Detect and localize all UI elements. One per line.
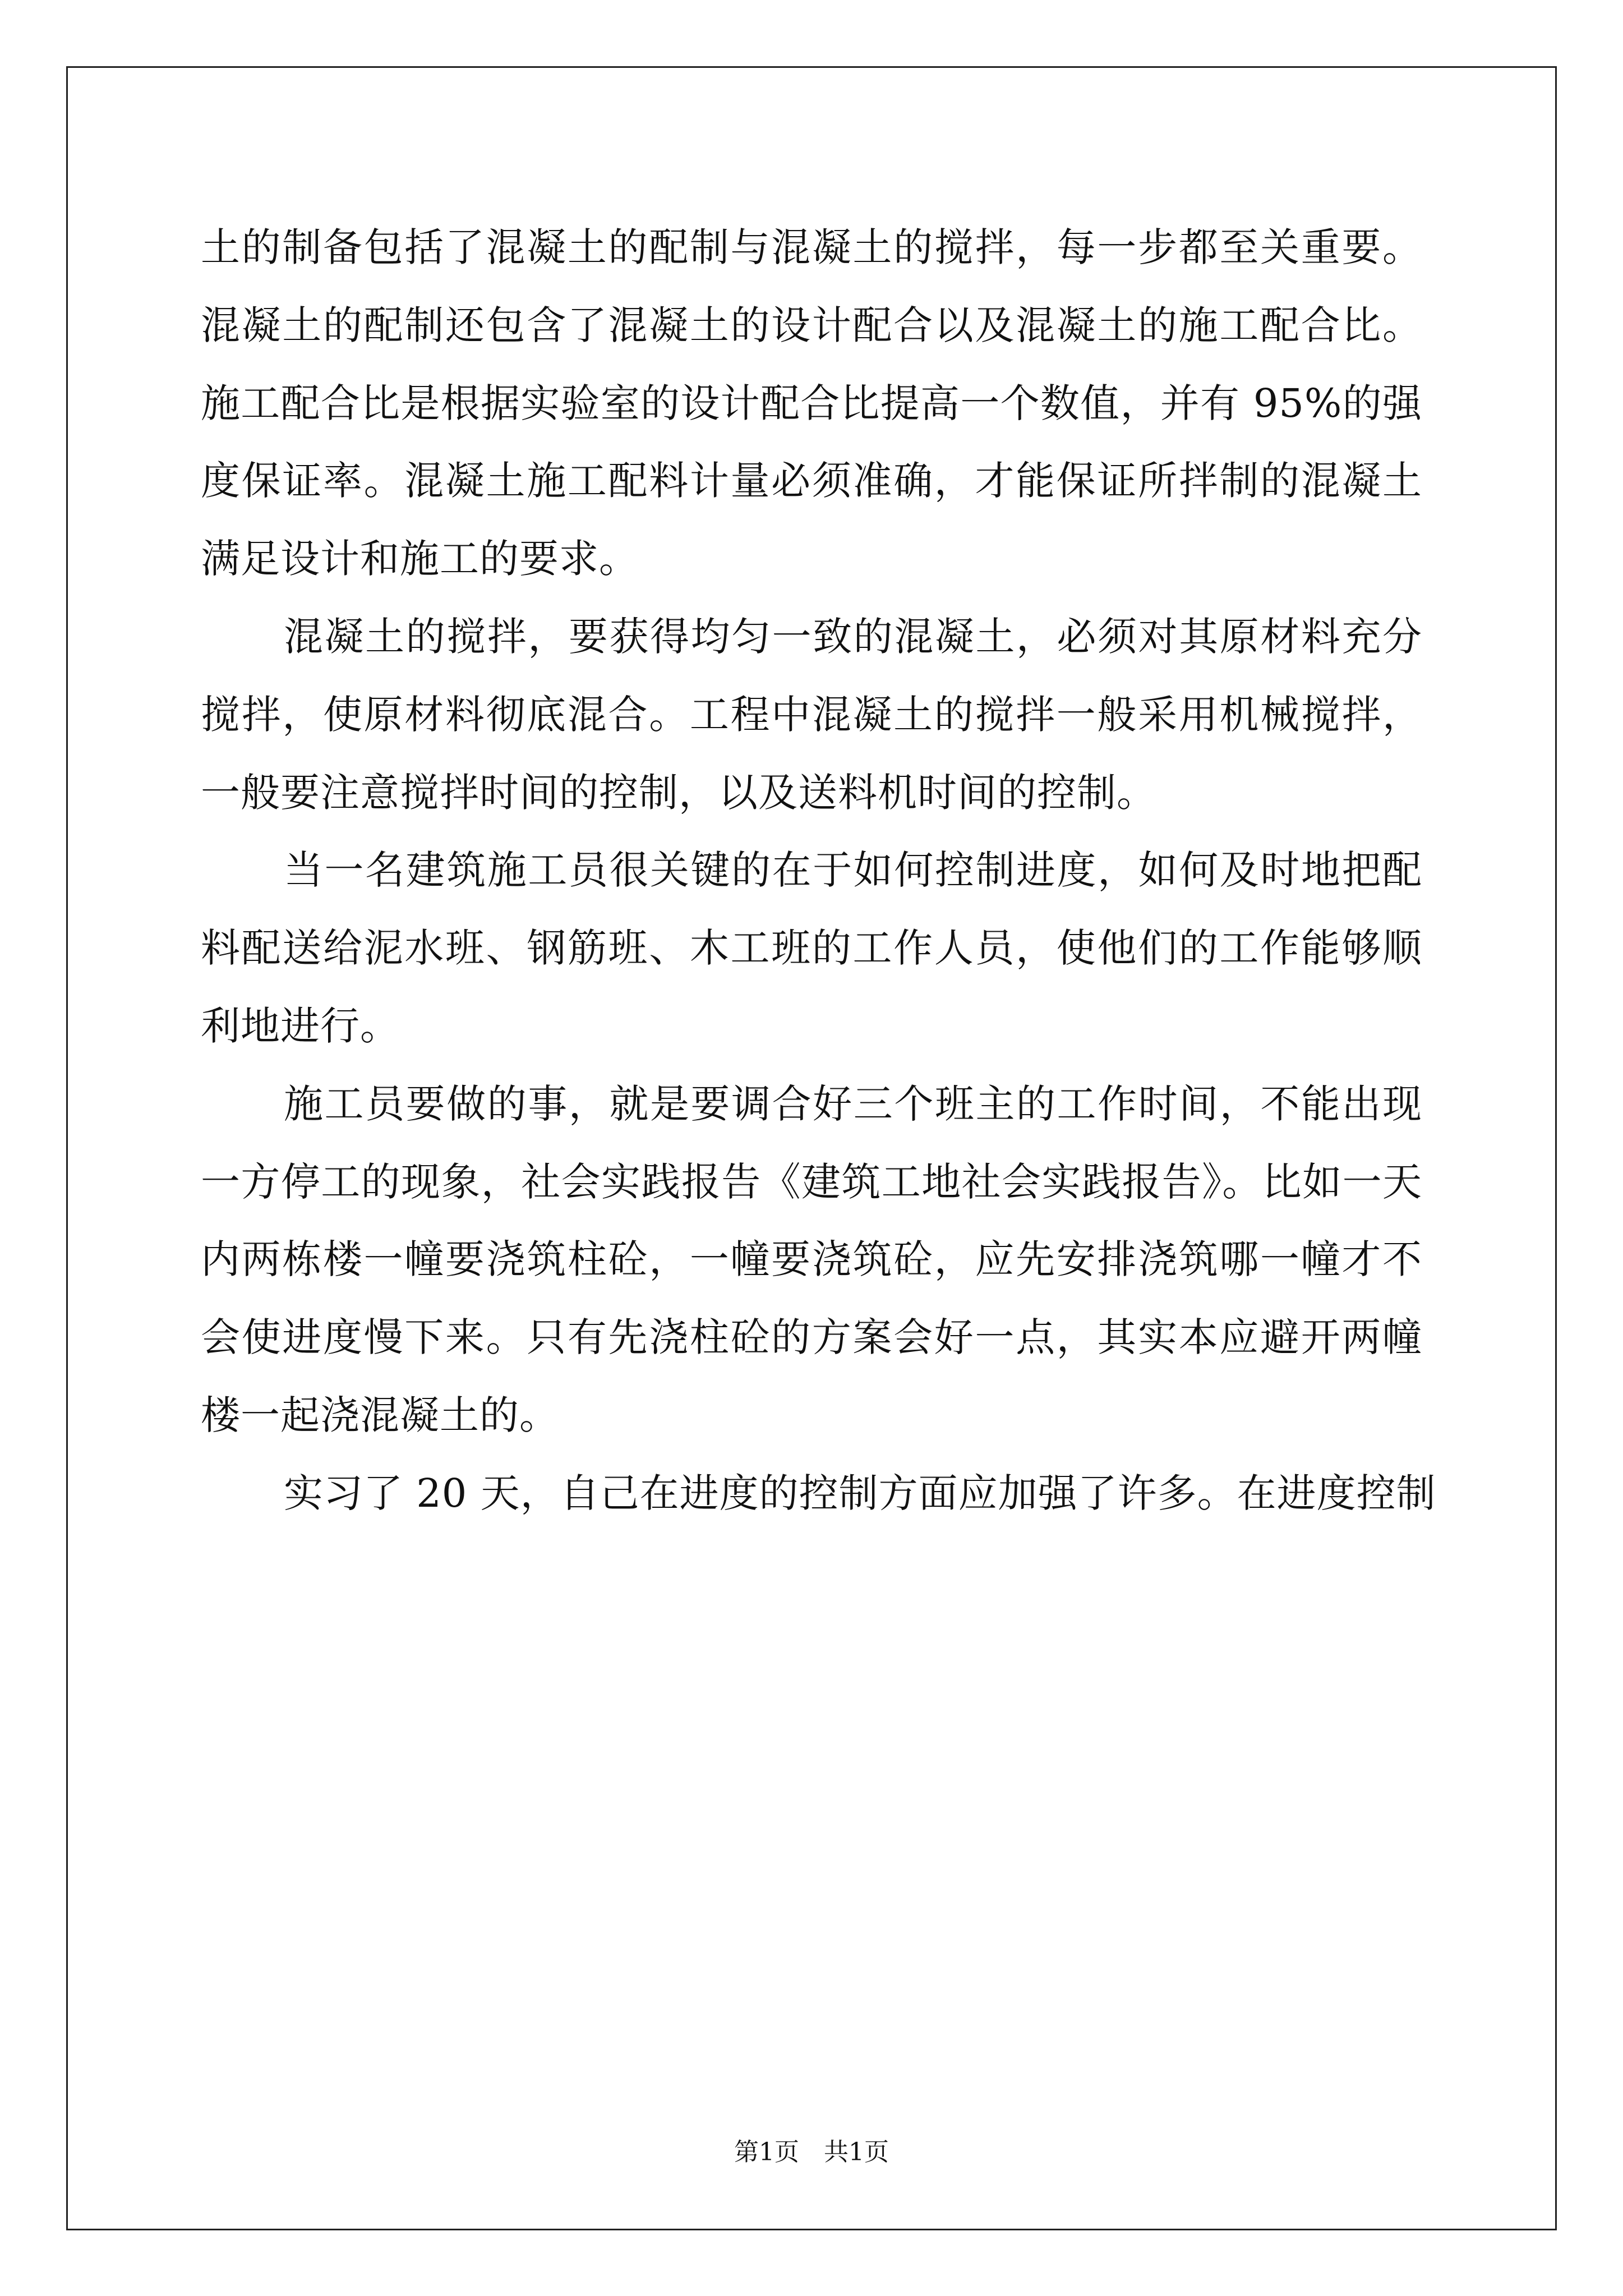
document-body bbox=[201, 209, 1436, 1533]
text-line: 内两栋楼一幢要浇筑柱砼，一幢要浇筑砼，应先安排浇筑哪一幢才不 bbox=[201, 1236, 1422, 1283]
paragraph bbox=[201, 831, 1422, 1065]
paragraph bbox=[201, 1065, 1422, 1455]
text-line: 满足设计和施工的要求。 bbox=[201, 536, 639, 582]
paragraph bbox=[201, 209, 1422, 598]
text-line: 施工配合比是根据实验室的设计配合比提高一个数值，并有 95%的强 bbox=[201, 380, 1422, 426]
text-line: 会使进度慢下来。只有先浇柱砼的方案会好一点，其实本应避开两幢 bbox=[201, 1314, 1422, 1361]
text-line: 一般要注意搅拌时间的控制，以及送料机时间的控制。 bbox=[201, 769, 1156, 816]
text-line: 料配送给泥水班、钢筋班、木工班的工作人员，使他们的工作能够顺 bbox=[201, 925, 1422, 972]
text-line: 当一名建筑施工员很关键的在于如何控制进度，如何及时地把配 bbox=[284, 847, 1422, 894]
text-line: 搅拌，使原材料彻底混合。工程中混凝土的搅拌一般采用机械搅拌， bbox=[201, 691, 1422, 738]
text-line: 楼一起浇混凝土的。 bbox=[201, 1392, 559, 1438]
text-line: 混凝土的搅拌，要获得均匀一致的混凝土，必须对其原材料充分 bbox=[284, 613, 1422, 660]
text-line: 实习了 20 天，自己在进度的控制方面应加强了许多。在进度控制 bbox=[284, 1470, 1436, 1516]
text-line: 土的制备包括了混凝土的配制与混凝土的搅拌，每一步都至关重要。 bbox=[201, 224, 1422, 270]
text-line: 一方停工的现象，社会实践报告《建筑工地社会实践报告》。比如一天 bbox=[201, 1158, 1422, 1205]
paragraph bbox=[201, 598, 1422, 831]
text-line: 度保证率。混凝土施工配料计量必须准确，才能保证所拌制的混凝土 bbox=[201, 458, 1422, 504]
text-line: 混凝土的配制还包含了混凝土的设计配合以及混凝土的施工配合比。 bbox=[201, 302, 1422, 348]
text-line: 施工员要做的事，就是要调合好三个班主的工作时间，不能出现 bbox=[284, 1080, 1422, 1127]
paragraph bbox=[201, 1455, 1436, 1533]
text-line: 利地进行。 bbox=[201, 1002, 400, 1049]
page-number-footer: 第1页 共1页 bbox=[734, 2138, 889, 2166]
